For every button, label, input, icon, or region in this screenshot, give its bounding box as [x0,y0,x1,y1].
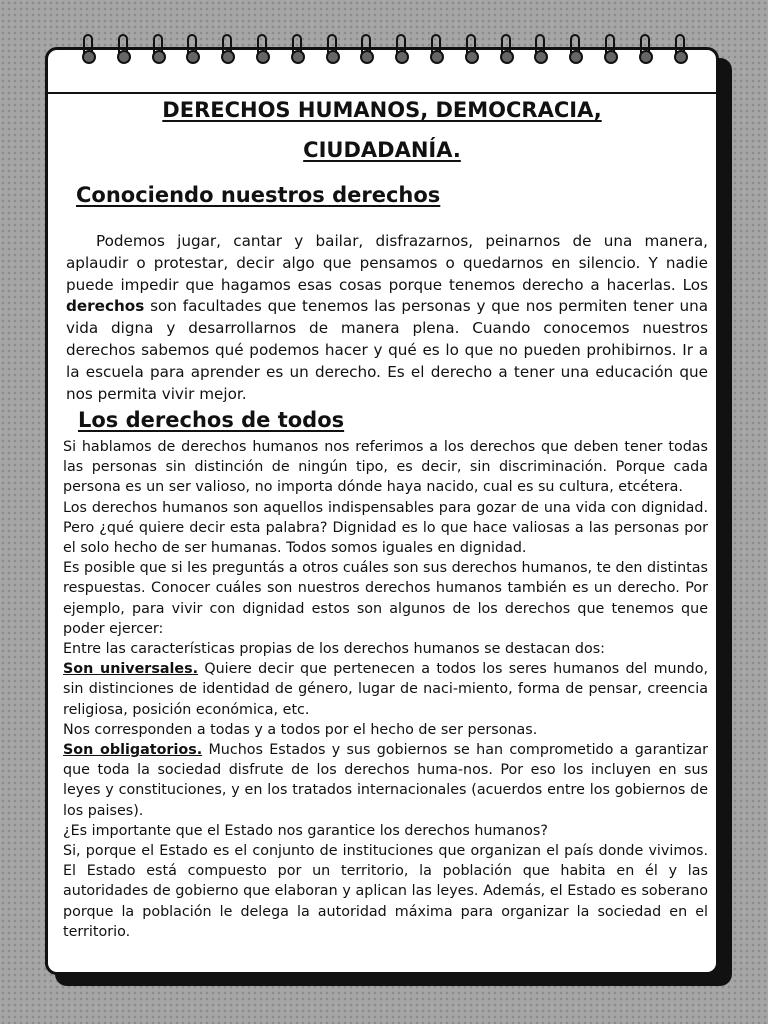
paragraph: Si hablamos de derechos humanos nos referimos a los derechos que deben tener todas las personas sin distinción de ningún tipo, es decir, sin discriminación. Porque cada persona es un ser valioso, no importa dónde haya nacido, cual es su cultura, etcétera. [63,439,708,496]
page-title-line1: DERECHOS HUMANOS, DEMOCRACIA, [162,98,602,122]
spiral-ring-icon [186,34,200,70]
intro-text-b: son facultades que tenemos las personas y que nos permiten tener una vida digna y desarrollarnos de manera plena. Cuando conocemos nuestros derechos sabemos qué podemos hacer y qué es lo que no pueden prohibirnos. Ir a la escuela para aprender es un derecho. Es el derecho a tener una educación que nos permita vivir mejor. [66,297,708,403]
section-heading-derechos-de-todos: Los derechos de todos [78,408,345,432]
spiral-ring-icon [221,34,235,70]
paragraph: Es posible que si les preguntás a otros cuáles son sus derechos humanos, te den distintas respuestas. Conocer cuáles son nuestros derechos humanos también es un derecho. Por ejemplo, para vivir con dignidad estos son algunos de los derechos que tenemos que poder ejercer: [63,560,708,637]
spiral-ring-icon [152,34,166,70]
paragraph: Entre las características propias de los derechos humanos se destacan dos: [63,641,605,658]
section-heading-conociendo: Conociendo nuestros derechos [76,183,441,207]
section2-body [63,437,708,942]
paragraph: Si, porque el Estado es el conjunto de instituciones que organizan el país donde vivimos. El Estado está compuesto por un territorio, la población que habita en él y las autoridades de gobierno que elaboran y aplican las leyes. Además, el Estado es soberano porque la población le delega la autoridad máxima para organizar la sociedad en el territorio. [63,843,708,940]
paragraph: Nos corresponden a todas y a todos por el hecho de ser personas. [63,721,538,738]
spiral-ring-icon [360,34,374,70]
spiral-ring-icon [534,34,548,70]
spiral-ring-icon [291,34,305,70]
paragraph-question: ¿Es importante que el Estado nos garantice los derechos humanos? [63,822,548,839]
spiral-ring-icon [569,34,583,70]
label-obligatorios: Son obligatorios. [63,742,203,759]
spiral-ring-icon [82,34,96,70]
paragraph: Los derechos humanos son aquellos indispensables para gozar de una vida con dignidad. Pero ¿qué quiere decir esta palabra? Dignidad es lo que hace valiosas a las personas por el solo hecho de ser humanas. Todos somos iguales en dignidad. [63,499,708,557]
intro-paragraph [66,231,708,405]
spiral-ring-icon [117,34,131,70]
spiral-ring-icon [639,34,653,70]
text-obligatorios: Muchos Estados y sus gobiernos se han comprometido a garantizar que toda la sociedad disfrute de los derechos huma-nos. Por eso los incluyen en sus leyes y constituciones, y en los tratados internacionales (acuerdos entre los gobiernos de los paises). [63,742,708,819]
header-divider [48,92,716,94]
spiral-ring-icon [395,34,409,70]
notebook-page [45,47,719,975]
label-universales: Son universales. [63,661,199,678]
spiral-ring-icon [326,34,340,70]
spiral-ring-icon [500,34,514,70]
paragraph-obligatorios [63,740,708,821]
spiral-ring-icon [256,34,270,70]
spiral-ring-icon [674,34,688,70]
spiral-ring-icon [465,34,479,70]
intro-bold-derechos: derechos [66,297,145,316]
page-title-line2: CIUDADANÍA. [303,138,461,162]
text-universales: Quiere decir que pertenecen a todos los seres humanos del mundo, sin distinciones de identidad de género, lugar de naci-miento, forma de pensar, creencia religiosa, posición económica, etc. [63,661,709,718]
paragraph-universales [63,659,708,720]
spiral-ring-icon [430,34,444,70]
spiral-ring-icon [604,34,618,70]
intro-text-a: Podemos jugar, cantar y bailar, disfrazarnos, peinarnos de una manera, aplaudir o protestar, decir algo que pensamos o quedarnos en silencio. Y nadie puede impedir que hagamos esas cosas porque tenemos derecho a hacerlas. Los [66,232,708,294]
